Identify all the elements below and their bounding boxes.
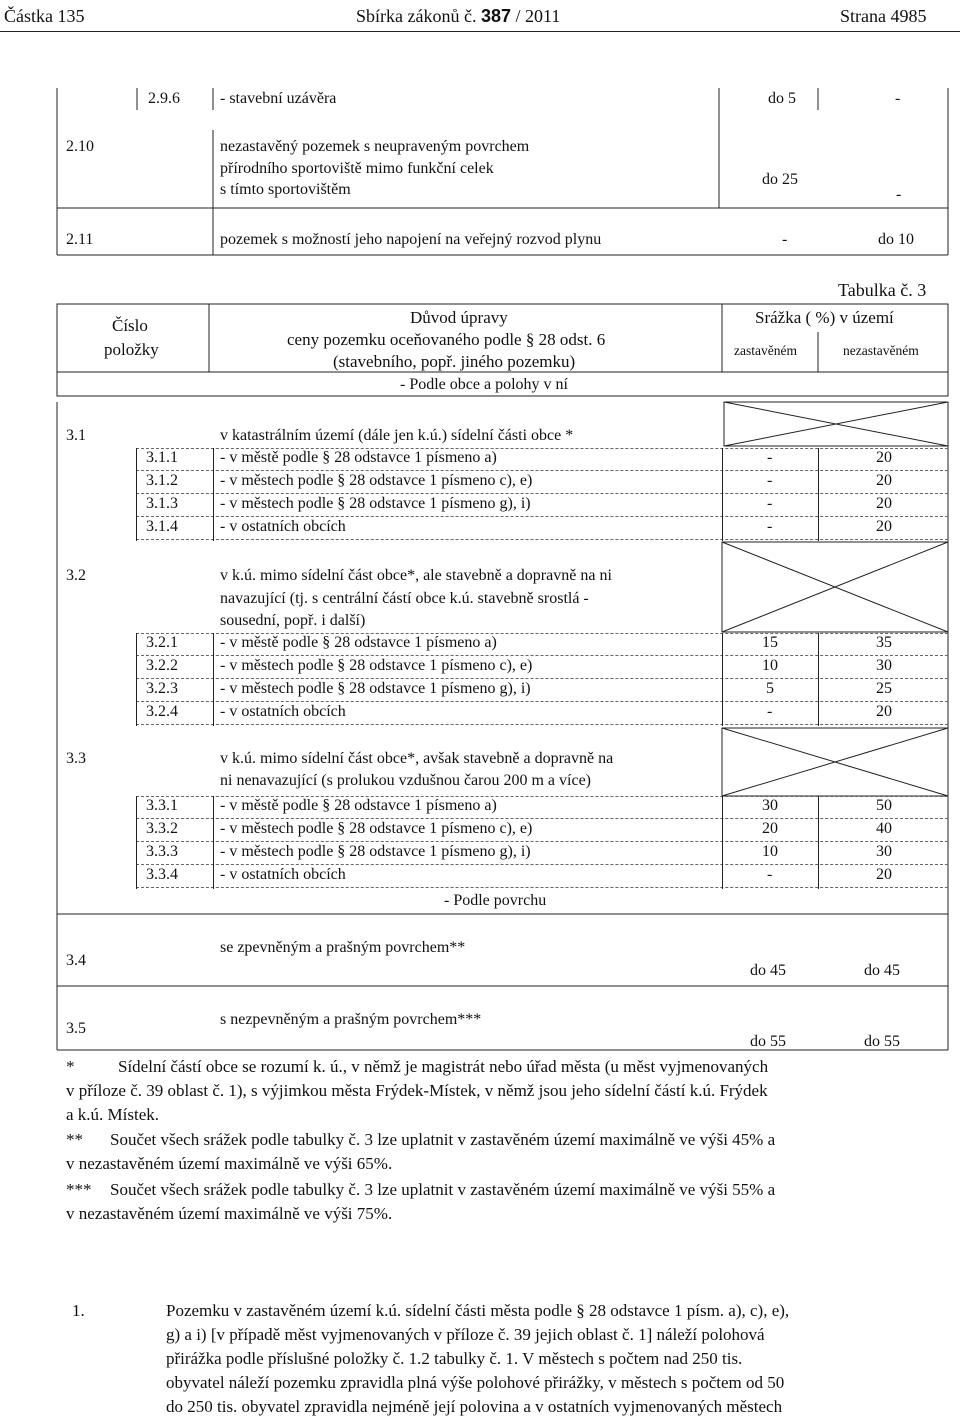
- column-rule: [818, 633, 819, 726]
- row-separator: [136, 633, 948, 634]
- subrow-id: 3.2.1: [146, 634, 178, 651]
- subrow-text: - v městech podle § 28 odstavce 1 písmeno c), e): [220, 657, 533, 674]
- group-text: sousední, popř. i další): [220, 612, 366, 629]
- row-value-b: -: [896, 186, 902, 203]
- row-id: 3.5: [66, 1020, 86, 1037]
- footnote-line: Součet všech srážek podle tabulky č. 3 lze uplatnit v zastavěném území maximálně ve výši 55% a: [110, 1180, 776, 1199]
- subrow-text: - v městě podle § 28 odstavce 1 písmeno a): [220, 634, 497, 651]
- subrow-text: - v městě podle § 28 odstavce 1 písmeno a): [220, 797, 497, 814]
- subrow-id: 3.3.2: [146, 820, 178, 837]
- column-rule: [136, 633, 137, 726]
- column-rule: [136, 796, 137, 889]
- subrow-value-b: 20: [876, 472, 892, 489]
- subrow-value-b: 20: [876, 449, 892, 466]
- row-text: pozemek s možností jeho napojení na veřejný rozvod plynu: [220, 231, 602, 248]
- column-rule: [213, 633, 214, 726]
- row-separator: [136, 678, 948, 679]
- col-reason-header: (stavebního, popř. jiného pozemku): [333, 352, 576, 371]
- paragraph-line: přirážka podle příslušné položky č. 1.2 tabulky č. 1. V městech s počtem nad 250 tis.: [166, 1349, 743, 1368]
- row-separator: [136, 818, 948, 819]
- row-separator: [136, 470, 948, 471]
- footnote-mark: ***: [66, 1180, 92, 1199]
- subrow-id: 3.1.1: [146, 449, 178, 466]
- column-rule: [722, 448, 723, 541]
- row-separator: [136, 539, 948, 540]
- subrow-id: 3.2.4: [146, 703, 178, 720]
- subrow-text: - v městech podle § 28 odstavce 1 písmeno g), i): [220, 495, 531, 512]
- subrow-value-a: -: [767, 518, 773, 535]
- column-rule: [213, 796, 214, 889]
- row-value-b: -: [895, 90, 901, 107]
- subrow-id: 3.3.1: [146, 797, 178, 814]
- subrow-value-b: 20: [876, 703, 892, 720]
- subrow-value-b: 40: [876, 820, 892, 837]
- row-text: se zpevněným a prašným povrchem**: [220, 939, 466, 956]
- subrow-value-a: 10: [762, 657, 778, 674]
- col-reason-header: Důvod úpravy: [410, 308, 508, 327]
- footnote-line: v příloze č. 39 oblast č. 1), s výjimkou města Frýdek-Místek, v němž jsou jeho sídelní částí k.ú. Frýdek: [66, 1081, 768, 1100]
- footnote-mark: **: [66, 1130, 83, 1149]
- footnote-line: v nezastavěném území maximálně ve výši 65%.: [66, 1154, 393, 1173]
- row-value-a: do 25: [762, 171, 798, 188]
- column-rule: [722, 633, 723, 726]
- footnote-line: Sídelní částí obce se rozumí k. ú., v němž je magistrát nebo úřad města (u měst vyjmenovaných: [118, 1057, 769, 1076]
- subrow-value-b: 30: [876, 843, 892, 860]
- paragraph-line: do 250 tis. obyvatel zpravidla nejméně její polovina a v ostatních vyjmenovaných městech: [166, 1397, 783, 1416]
- header-left: Částka 135: [4, 6, 85, 26]
- row-id: 2.9.6: [148, 90, 180, 107]
- group-text: ni nenavazující (s prolukou vzdušnou čarou 200 m a více): [220, 772, 591, 789]
- column-rule: [722, 796, 723, 889]
- subrow-text: - v ostatních obcích: [220, 866, 346, 883]
- footnote-line: v nezastavěném území maximálně ve výši 75%.: [66, 1204, 393, 1223]
- subrow-value-b: 30: [876, 657, 892, 674]
- header-journal: Sbírka zákonů č.: [356, 6, 481, 26]
- row-separator: [136, 887, 948, 888]
- footnote-line: Součet všech srážek podle tabulky č. 3 lze uplatnit v zastavěném území maximálně ve výši 45% a: [110, 1130, 776, 1149]
- row-value-a: do 5: [768, 90, 796, 107]
- subrow-text: - v ostatních obcích: [220, 518, 346, 535]
- subrow-id: 3.1.2: [146, 472, 178, 489]
- row-value-b: do 55: [864, 1033, 900, 1050]
- subrow-value-a: 20: [762, 820, 778, 837]
- group-text: v k.ú. mimo sídelní část obce*, ale stavebně a dopravně na ni: [220, 567, 612, 584]
- subrow-text: - v městech podle § 28 odstavce 1 písmeno g), i): [220, 680, 531, 697]
- subrow-text: - v ostatních obcích: [220, 703, 346, 720]
- subrow-id: 3.2.3: [146, 680, 178, 697]
- col-item-header: položky: [104, 340, 159, 359]
- group-text: navazující (tj. s centrální částí obce k.ú. stavebně srostlá -: [220, 590, 589, 607]
- subrow-text: - v městech podle § 28 odstavce 1 písmeno c), e): [220, 820, 533, 837]
- row-value-b: do 10: [878, 231, 914, 248]
- subrow-value-b: 35: [876, 634, 892, 651]
- section-heading-location: - Podle obce a polohy v ní: [400, 376, 568, 393]
- row-text: - stavební uzávěra: [220, 90, 337, 107]
- footnote-line: a k.ú. Místek.: [66, 1105, 160, 1124]
- footnote-mark: *: [66, 1057, 75, 1076]
- subrow-value-b: 20: [876, 866, 892, 883]
- row-value-a: do 45: [750, 962, 786, 979]
- row-separator: [136, 701, 948, 702]
- row-id: 2.11: [66, 231, 94, 248]
- row-value-a: do 55: [750, 1033, 786, 1050]
- row-separator: [136, 724, 948, 725]
- subrow-value-a: 10: [762, 843, 778, 860]
- paragraph-line: obyvatel náleží pozemku zpravidla plná výše polohové přirážky, v městech s počtem od 50: [166, 1373, 785, 1392]
- row-separator: [136, 796, 948, 797]
- subrow-id: 3.3.4: [146, 866, 178, 883]
- subrow-text: - v městech podle § 28 odstavce 1 písmeno g), i): [220, 843, 531, 860]
- subrow-value-a: -: [767, 472, 773, 489]
- col-unbuilt-header: nezastavěném: [843, 343, 919, 358]
- row-separator: [136, 864, 948, 865]
- column-rule: [213, 448, 214, 541]
- header-number: 387: [480, 6, 512, 26]
- row-text: nezastavěný pozemek s neupraveným povrchem: [220, 138, 530, 155]
- subrow-value-b: 20: [876, 518, 892, 535]
- section-heading-surface: - Podle povrchu: [444, 892, 547, 909]
- subrow-value-a: 15: [762, 634, 778, 651]
- subrow-id: 3.2.2: [146, 657, 178, 674]
- row-separator: [136, 493, 948, 494]
- paragraph-line: Pozemku v zastavěném území k.ú. sídelní části města podle § 28 odstavce 1 písm. a), c), e),: [166, 1301, 790, 1320]
- col-item-header: Číslo: [112, 316, 148, 335]
- group-id: 3.1: [66, 427, 86, 444]
- header-year: / 2011: [511, 6, 561, 26]
- subrow-text: - v městě podle § 28 odstavce 1 písmeno a): [220, 449, 497, 466]
- subrow-text: - v městech podle § 28 odstavce 1 písmeno c), e): [220, 472, 533, 489]
- subrow-id: 3.1.3: [146, 495, 178, 512]
- subrow-value-b: 50: [876, 797, 892, 814]
- col-discount-header: Srážka ( %) v území: [755, 308, 894, 327]
- row-separator: [136, 655, 948, 656]
- table-caption: Tabulka č. 3: [838, 280, 927, 300]
- col-reason-header: ceny pozemku oceňovaného podle § 28 odst. 6: [287, 330, 606, 349]
- column-rule: [818, 448, 819, 541]
- row-text: s tímto sportovištěm: [220, 181, 351, 198]
- group-id: 3.3: [66, 750, 86, 767]
- row-separator: [136, 448, 948, 449]
- row-id: 2.10: [66, 138, 94, 155]
- subrow-value-a: 30: [762, 797, 778, 814]
- row-id: 3.4: [66, 952, 86, 969]
- subrow-value-b: 25: [876, 680, 892, 697]
- subrow-value-a: 5: [766, 680, 774, 697]
- row-text: s nezpevněným a prašným povrchem***: [220, 1011, 482, 1028]
- group-id: 3.2: [66, 567, 86, 584]
- subrow-value-a: -: [767, 703, 773, 720]
- col-built-header: zastavěném: [734, 343, 797, 358]
- row-value-a: -: [782, 231, 788, 248]
- column-rule: [136, 448, 137, 541]
- subrow-id: 3.1.4: [146, 518, 178, 535]
- group-text: v katastrálním území (dále jen k.ú.) sídelní části obce *: [220, 427, 574, 444]
- paragraph-number: 1.: [72, 1301, 85, 1320]
- column-rule: [818, 796, 819, 889]
- subrow-id: 3.3.3: [146, 843, 178, 860]
- subrow-value-a: -: [767, 495, 773, 512]
- row-separator: [136, 516, 948, 517]
- row-value-b: do 45: [864, 962, 900, 979]
- header-right: Strana 4985: [840, 6, 927, 26]
- subrow-value-b: 20: [876, 495, 892, 512]
- subrow-value-a: -: [767, 449, 773, 466]
- group-text: v k.ú. mimo sídelní část obce*, avšak stavebně a dopravně na: [220, 750, 614, 767]
- subrow-value-a: -: [767, 866, 773, 883]
- row-separator: [136, 841, 948, 842]
- paragraph-line: g) a i) [v případě měst vyjmenovaných v příloze č. 39 jejich oblast č. 1] náleží polohová: [166, 1325, 765, 1344]
- row-text: přírodního sportoviště mimo funkční celek: [220, 160, 494, 177]
